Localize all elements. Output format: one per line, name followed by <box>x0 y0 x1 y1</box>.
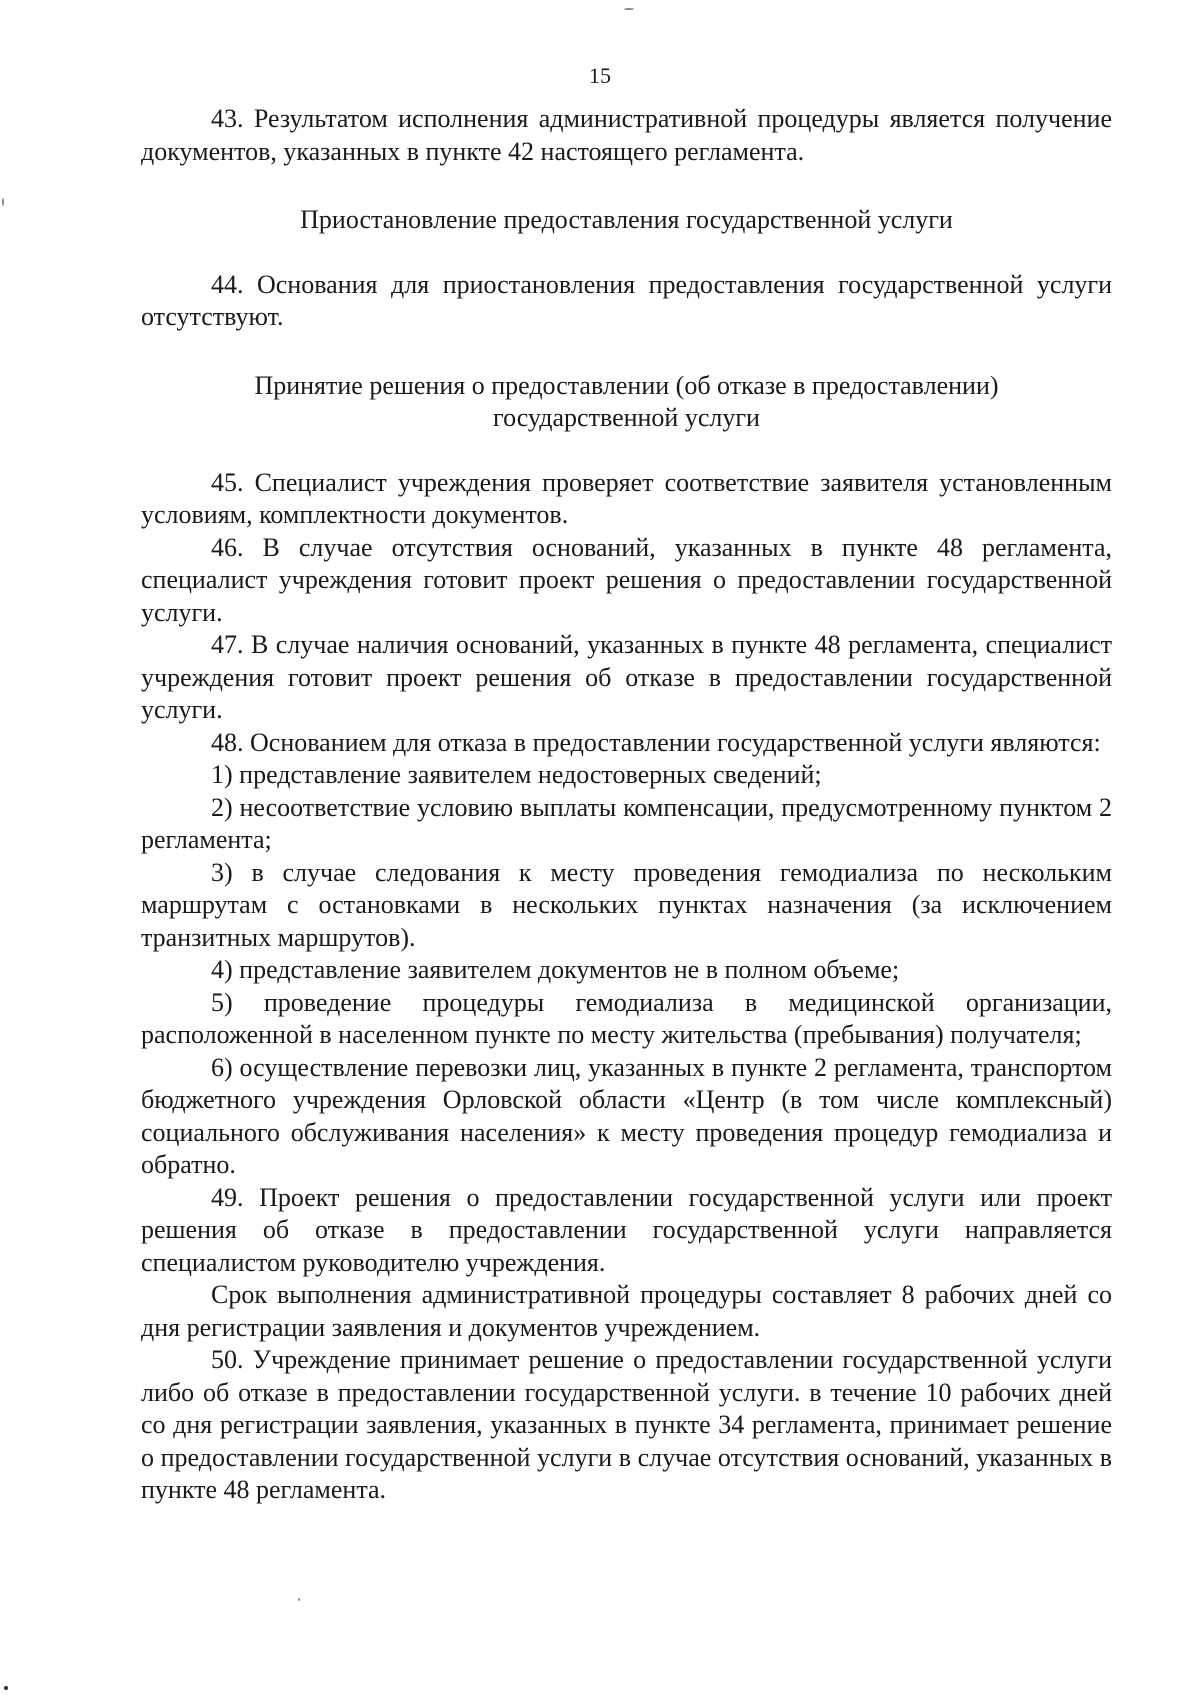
paragraph-49-term: Срок выполнения административной процедуры составляет 8 рабочих дней со дня регистрации заявления и документов учреждением. <box>141 1280 1112 1342</box>
section-heading-decision-line1: Принятие решения о предоставлении (об отказе в предоставлении) <box>254 370 999 400</box>
document-body <box>141 103 1112 1507</box>
paragraph-48-item-5: 5) проведение процедуры гемодиализа в медицинской организации, расположенной в населенном пункте по месту жительства (пребывания) получателя; <box>141 987 1112 1049</box>
paragraph-47: 47. В случае наличия оснований, указанных в пункте 48 регламента, специалист учреждения готовит проект решения об отказе в предоставлении государственной услуги. <box>141 630 1112 724</box>
paragraph-48-item-4: 4) представление заявителем документов не в полном объеме; <box>211 955 900 984</box>
paragraph-48-item-1: 1) представление заявителем недостоверных сведений; <box>211 760 822 789</box>
scan-speck <box>2 198 4 206</box>
scan-speck <box>4 1686 8 1690</box>
paragraph-44: 44. Основания для приостановления предоставления государственной услуги отсутствуют. <box>141 269 1112 331</box>
paragraph-48-item-6: 6) осуществление перевозки лиц, указанных в пункте 2 регламента, транспортом бюджетного учреждения Орловской области «Центр (в том числе комплексный) социального обслуживания населения» к месту проведения процедур гемодиализа и обратно. <box>141 1052 1112 1179</box>
paragraph-45: 45. Специалист учреждения проверяет соответствие заявителя установленным условиям, комплектности документов. <box>141 467 1112 529</box>
paragraph-49: 49. Проект решения о предоставлении государственной услуги или проект решения об отказе в предоставлении государственной услуги направляется специалистом руководителю учреждения. <box>141 1182 1112 1277</box>
paragraph-46: 46. В случае отсутствия оснований, указанных в пункте 48 регламента, специалист учреждения готовит проект решения о предоставлении государственной услуги. <box>141 532 1112 627</box>
section-heading-suspension: Приостановление предоставления государственной услуги <box>300 205 953 234</box>
paragraph-43: 43. Результатом исполнения административной процедуры является получение документов, указанных в пункте 42 настоящего регламента. <box>141 104 1112 166</box>
paragraph-50: 50. Учреждение принимает решение о предоставлении государственной услуги либо об отказе в предоставлении государственной услуги. в течение 10 рабочих дней со дня регистрации заявления, указанных в пункте 34 регламента, принимает решение о предоставлении государственной услуги в случае отсутствия оснований, указанных в пункте 48 регламента. <box>141 1345 1112 1504</box>
paragraph-48-item-2: 2) несоответствие условию выплаты компенсации, предусмотренному пунктом 2 регламента; <box>141 792 1112 854</box>
section-heading-decision-line2: государственной услуги <box>493 403 760 432</box>
scan-speck <box>624 8 634 10</box>
page-number: 15 <box>589 63 611 88</box>
paragraph-48-item-3: 3) в случае следования к месту проведения гемодиализа по нескольким маршрутам с остановками в нескольких пунктах назначения (за исключением транзитных маршрутов). <box>141 857 1112 952</box>
scan-speck <box>298 1598 300 1601</box>
paragraph-48: 48. Основанием для отказа в предоставлении государственной услуги являются: <box>211 727 1101 757</box>
